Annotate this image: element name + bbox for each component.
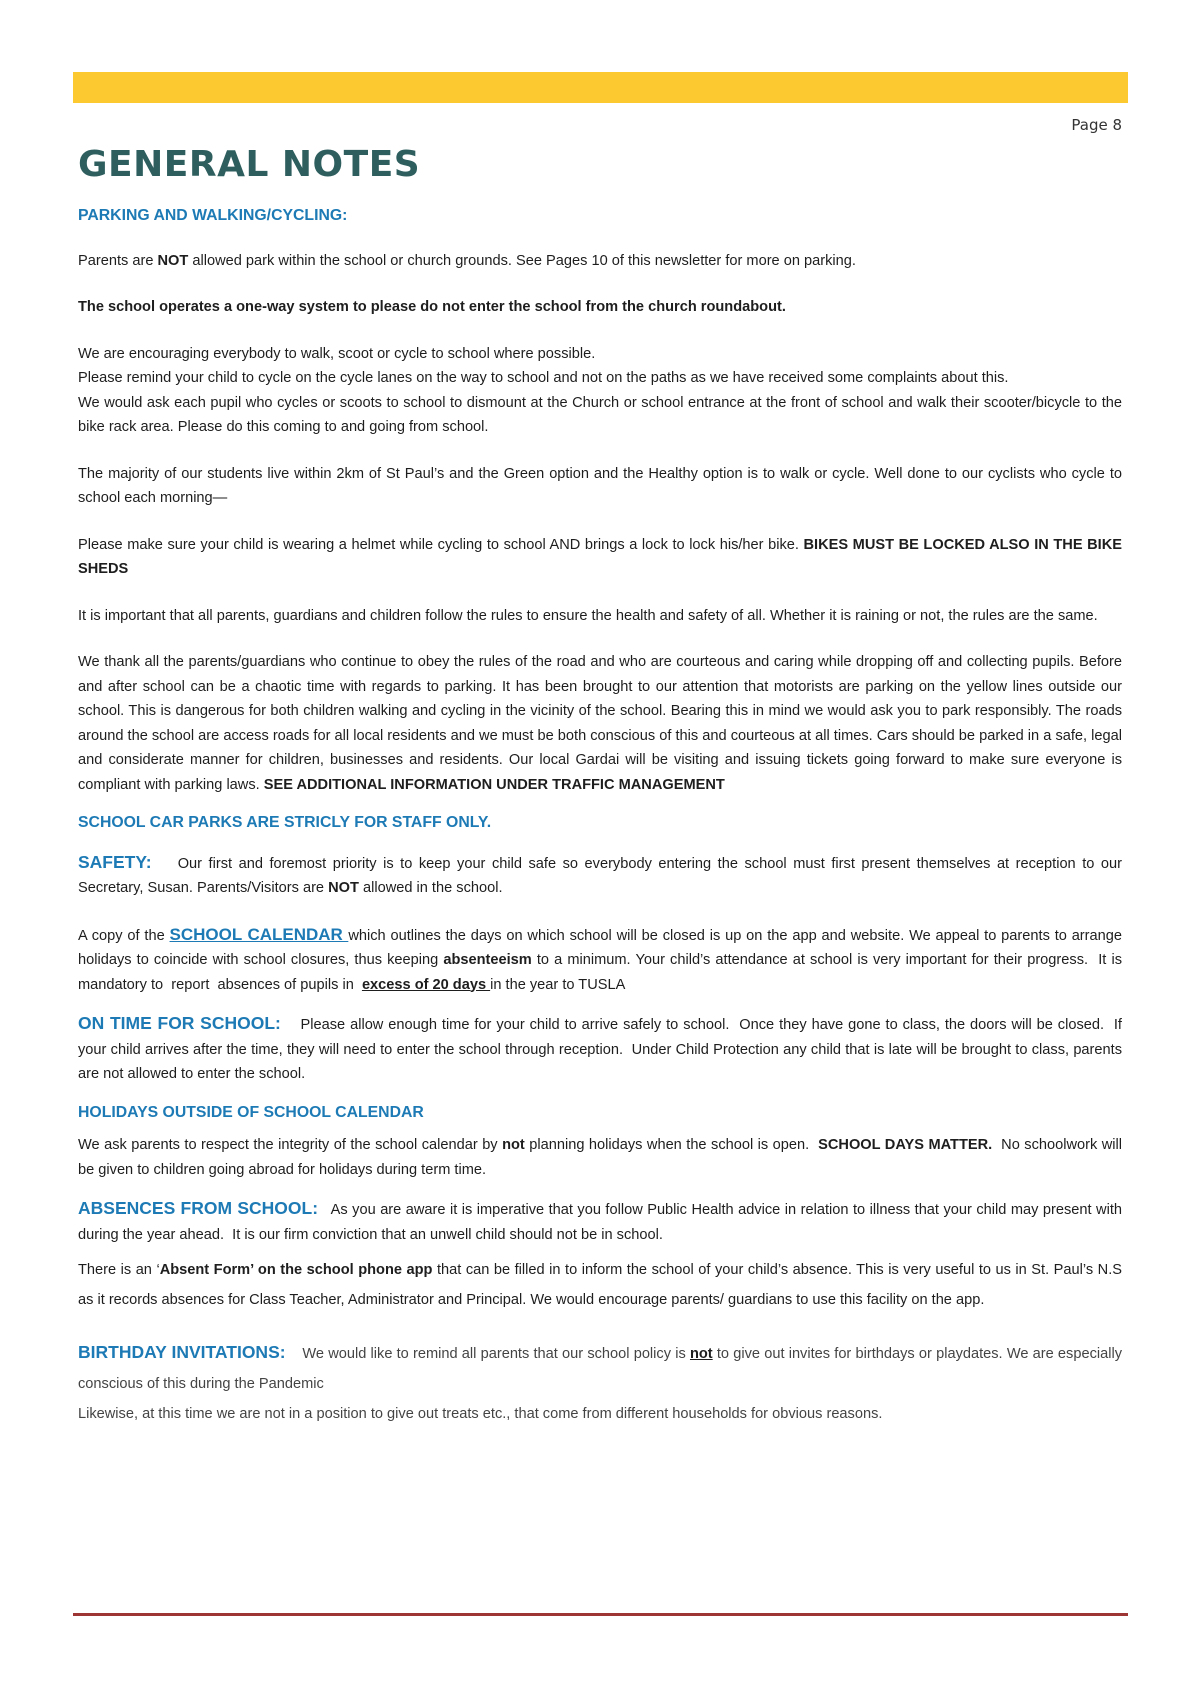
header-accent-bar xyxy=(73,72,1128,103)
text: Parents are xyxy=(78,252,158,269)
emphasis-not: not xyxy=(502,1137,525,1153)
paragraph-one-way-system: The school operates a one-way system to please do not enter the school from the church roundabout. xyxy=(78,299,786,315)
emphasis-excess-20-days: excess of 20 days xyxy=(361,976,491,993)
emphasis-bikes-locked: BIKES MUST BE LOCKED ALSO IN THE BIKE SHEDS xyxy=(78,536,1122,577)
text: allowed park within the school or church grounds. See Pages 10 of this newsletter for more on parking. xyxy=(188,252,856,269)
section-heading-safety: SAFETY: xyxy=(78,851,152,872)
emphasis-absent-form: Absent Form’ on the school phone app xyxy=(159,1262,433,1278)
section-heading-car-parks: SCHOOL CAR PARKS ARE STRICLY FOR STAFF ONLY. xyxy=(78,814,492,831)
paragraph-holidays xyxy=(78,1133,1127,1182)
paragraph-birthday xyxy=(78,1337,1122,1429)
emphasis-not: NOT xyxy=(328,880,359,896)
emphasis-traffic-management: SEE ADDITIONAL INFORMATION UNDER TRAFFIC MANAGEMENT xyxy=(263,776,725,793)
paragraph-absences xyxy=(78,1196,1127,1247)
text: Please remind your child to cycle on the cycle lanes on the way to school and not on the paths as we have received some complaints about this. xyxy=(78,370,1009,386)
paragraph-safety xyxy=(78,850,1127,901)
text: Likewise, at this time we are not in a position to give out treats etc., that come from different households for obvious reasons. xyxy=(78,1406,883,1422)
text: We are encouraging everybody to walk, scoot or cycle to school where possible. xyxy=(78,345,596,362)
text: which outlines the days on which school will be closed is up on the app and website. We appeal to parents to arrange holidays to coincide with school closures, thus keeping xyxy=(78,927,1122,968)
section-heading-absences: ABSENCES FROM SCHOOL: xyxy=(78,1198,319,1218)
document-body xyxy=(78,204,1131,1429)
text: to give out invites for birthdays or playdates. We are especially conscious of this during the Pandemic xyxy=(78,1346,1123,1392)
school-calendar-link[interactable]: SCHOOL CALENDAR xyxy=(169,924,349,944)
text: We thank all the parents/guardians who continue to obey the rules of the road and who are courteous and caring while dropping off and collecting pupils. Before and after school can be a chaotic time with regards to parking. It has been brought to our attention that motorists are parking on the yellow lines outside our school. This is dangerous for both children walking and cycling in the vicinity of the school. Bearing this in mind we would ask you to park responsibly. The roads around the school are access roads for all local residents and we must be both conscious of this and courteous at all times. Cars should be parked in a safe, legal and considerate manner for children, businesses and residents. Our local Gardai will be visiting and issuing tickets going forward to make sure everyone is compliant with parking laws. xyxy=(78,654,1122,793)
section-heading-holidays: HOLIDAYS OUTSIDE OF SCHOOL CALENDAR xyxy=(78,1103,424,1121)
emphasis-school-days-matter: SCHOOL DAYS MATTER. xyxy=(818,1137,993,1153)
text: There is an ‘ xyxy=(78,1262,160,1278)
paragraph-absent-form xyxy=(78,1255,1122,1315)
text: in the year to TUSLA xyxy=(490,976,626,993)
page-title: GENERAL NOTES xyxy=(78,144,421,185)
section-heading-on-time: ON TIME FOR SCHOOL: xyxy=(78,1013,281,1033)
paragraph-majority-students: The majority of our students live within 2km of St Paul’s and the Green option and the Healthy option is to walk or cycle. Well done to our cyclists who cycle to school each morning— xyxy=(78,465,1122,506)
text: We would like to remind all parents that our school policy is xyxy=(285,1346,690,1362)
emphasis-not: not xyxy=(689,1346,713,1362)
text: planning holidays when the school is open. xyxy=(524,1137,819,1153)
paragraph-parking-rule xyxy=(78,249,1122,274)
emphasis-not: NOT xyxy=(157,252,189,269)
paragraph-calendar xyxy=(78,923,1131,998)
paragraph-follow-rules: It is important that all parents, guardians and children follow the rules to ensure the health and safety of all. Whether it is raining or not, the rules are the same. xyxy=(78,607,1098,624)
text: that can be filled in to inform the school of your child’s absence. This is very useful to us in St. Paul’s N.S as it records absences for Class Teacher, Administrator and Principal. We would encourage parents/ guardians to use this facility on the app. xyxy=(78,1262,1122,1308)
paragraph-on-time xyxy=(78,1011,1127,1087)
text: allowed in the school. xyxy=(358,880,503,896)
text: Our first and foremost priority is to keep your child safe so everybody entering the school must first present themselves at reception to our Secretary, Susan. Parents/Visitors are xyxy=(78,855,1127,896)
paragraph-helmet-lock xyxy=(78,533,1122,582)
paragraph-thank-parents xyxy=(78,650,1122,797)
text: As you are aware it is imperative that you follow Public Health advice in relation to illness that your child may present with during the year ahead. It is our firm conviction that an unwell child should not be in school. xyxy=(78,1202,1127,1243)
text: No schoolwork will be given to children going abroad for holidays during term time. xyxy=(78,1137,1127,1178)
section-heading-birthday: BIRTHDAY INVITATIONS: xyxy=(78,1342,286,1362)
text: Please allow enough time for your child to arrive safely to school. Once they have gone to class, the doors will be closed. If your child arrives after the time, they will need to enter the school through reception. Under Child Protection any child that is late will be brought to class, parents are not allowed to enter the school. xyxy=(78,1017,1127,1082)
page-number: Page 8 xyxy=(1071,116,1122,134)
text: We ask parents to respect the integrity of the school calendar by xyxy=(78,1137,503,1153)
paragraph-walk-cycle xyxy=(78,342,1122,440)
section-heading-parking: PARKING AND WALKING/CYCLING: xyxy=(78,207,348,224)
text: Please make sure your child is wearing a helmet while cycling to school AND brings a lock to lock his/her bike. xyxy=(78,536,804,553)
text: We would ask each pupil who cycles or scoots to school to dismount at the Church or school entrance at the front of school and walk their scooter/bicycle to the bike rack area. Please do this coming to and going from school. xyxy=(78,394,1122,435)
emphasis-absenteeism: absenteeism xyxy=(443,952,532,968)
footer-rule xyxy=(73,1613,1128,1616)
text: A copy of the xyxy=(78,927,170,944)
text: to a minimum. Your child’s attendance at school is very important for their progress. It is mandatory to report absences of pupils in xyxy=(78,952,1131,993)
